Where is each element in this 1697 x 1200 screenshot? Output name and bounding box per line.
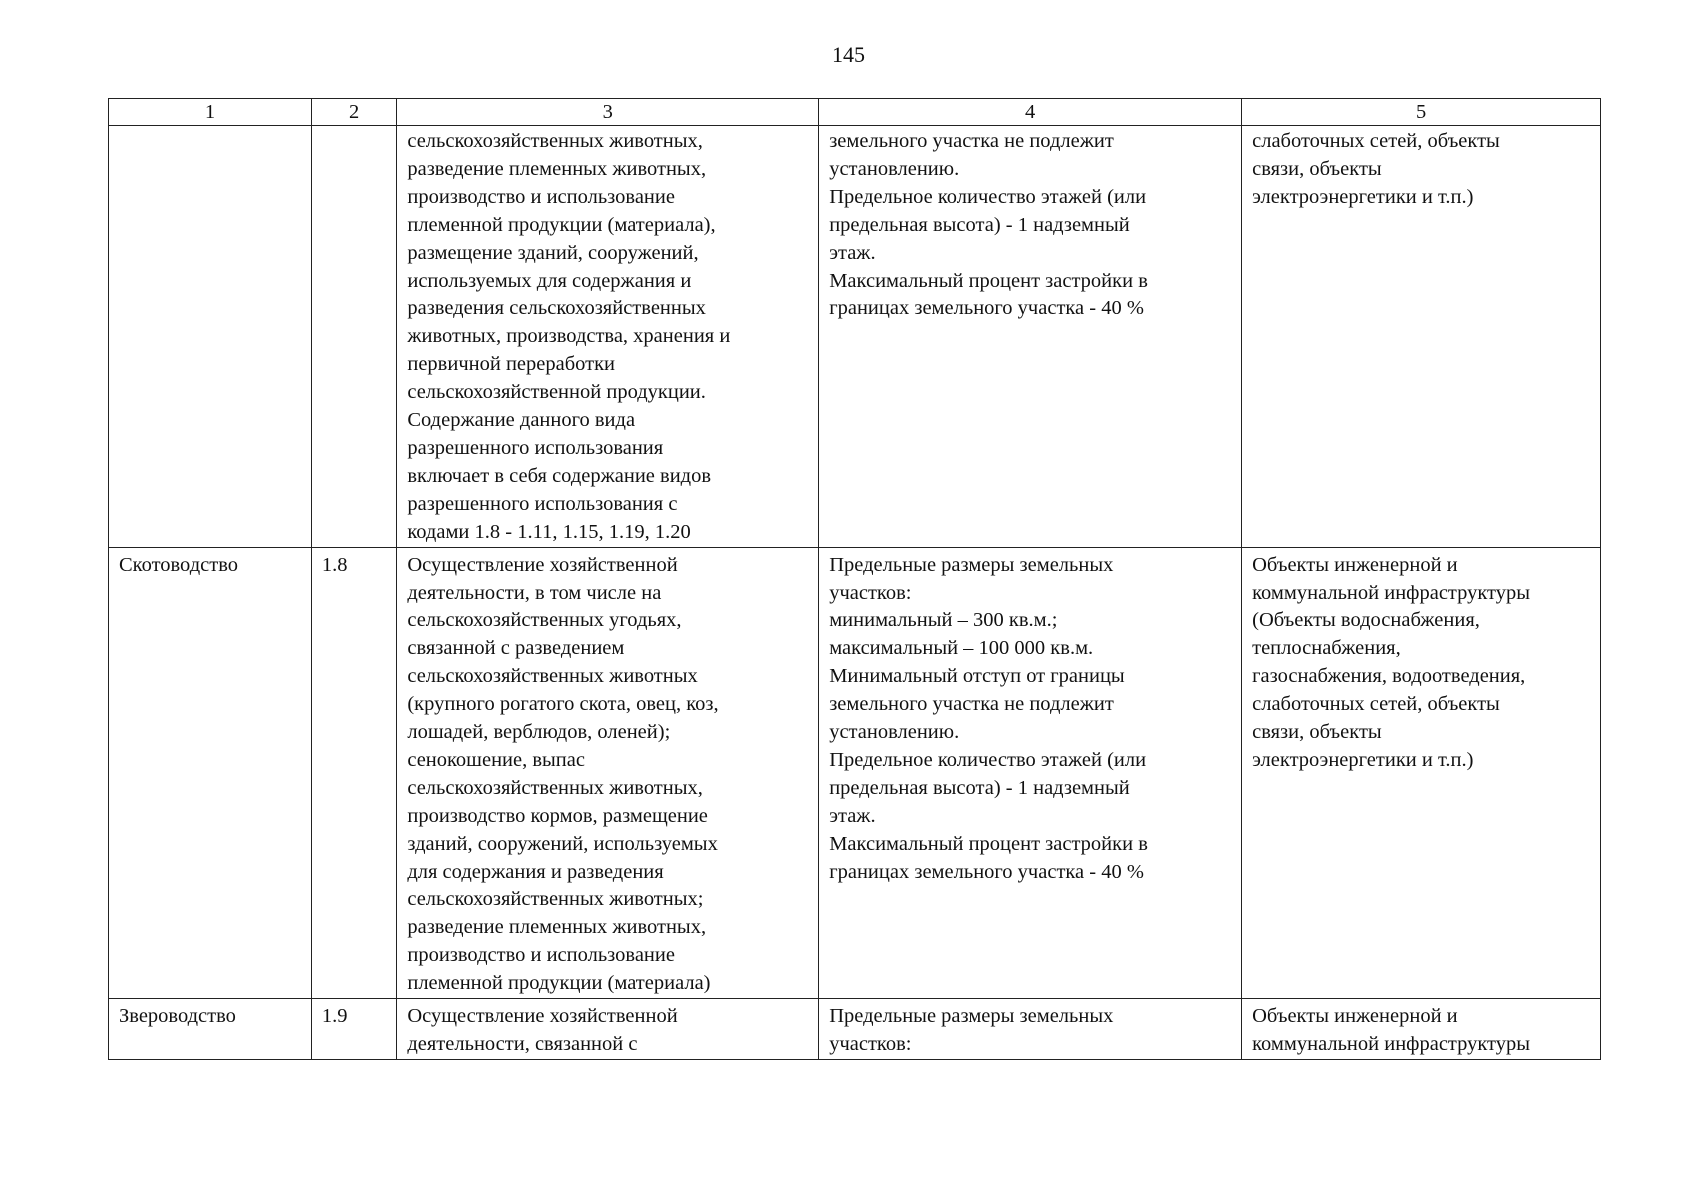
land-use-name (119, 126, 301, 128)
table-row (109, 126, 1601, 548)
description-cell (397, 999, 819, 1060)
objects-cell (1242, 547, 1601, 999)
land-use-name-cell (109, 547, 312, 999)
land-use-code-cell (311, 126, 396, 548)
description-cell (397, 126, 819, 548)
objects-cell (1242, 999, 1601, 1060)
land-parameters: Предельные размеры земельных участков: (829, 1005, 1114, 1055)
parameters-cell (819, 999, 1242, 1060)
land-parameters: земельного участка не подлежит установлению. Предельное количество этажей (или предельная высота) - 1 надземный этаж. Максимальный процент застройки в границах земельного участка - 40 % (829, 130, 1148, 320)
parameters-cell (819, 547, 1242, 999)
land-use-code (322, 126, 386, 128)
table-header-row (109, 99, 1601, 126)
infrastructure-objects: слаботочных сетей, объекты связи, объекты электроэнергетики и т.п.) (1252, 130, 1500, 208)
land-use-code-cell (311, 547, 396, 999)
land-use-code: 1.8 (321, 553, 348, 576)
land-use-name: Скотоводство (119, 553, 238, 576)
parameters-cell (819, 126, 1242, 548)
land-use-code: 1.9 (321, 1005, 348, 1028)
land-use-description: сельскохозяйственных животных, разведение племенных животных, производство и использование племенной продукции (материала), размещение зданий, сооружений, используемых для содержания и разведения сельскохозяйственных животных, производства, хранения и первичной переработки сельскохозяйственной продукции. Содержание данного вида разрешенного использования включает в себя содержание видов разрешенного использования с кодами 1.8 - 1.11, 1.15, 1.19, 1.20 (407, 130, 731, 543)
land-use-table (108, 98, 1601, 1060)
page-number: 145 (832, 42, 865, 67)
description-cell (397, 547, 819, 999)
land-use-description: Осуществление хозяйственной деятельности, в том числе на сельскохозяйственных угодьях, связанной с разведением сельскохозяйственных животных (крупного рогатого скота, овец, коз, лошадей, верблюдов, оленей); сенокошение, выпас сельскохозяйственных животных, производство кормов, размещение зданий, сооружений, используемых для содержания и разведения сельскохозяйственных животных; разведение племенных животных, производство и использование племенной продукции (материала) (407, 553, 719, 995)
land-use-name-cell (109, 126, 312, 548)
column-header-2: 2 (311, 99, 396, 126)
table-row (109, 547, 1601, 999)
column-header-4: 4 (819, 99, 1242, 126)
column-header-1: 1 (109, 99, 312, 126)
column-header-5: 5 (1242, 99, 1601, 126)
land-parameters: Предельные размеры земельных участков: минимальный – 300 кв.м.; максимальный – 100 000 кв.м. Минимальный отступ от границы земельного участка не подлежит установлению. Предельное количество этажей (или предельная высота) - 1 надземный этаж. Максимальный процент застройки в границах земельного участка - 40 % (829, 553, 1148, 883)
land-use-code-cell (311, 999, 396, 1060)
table-row (109, 999, 1601, 1060)
land-use-description: Осуществление хозяйственной деятельности, связанной с (407, 1005, 678, 1055)
infrastructure-objects: Объекты инженерной и коммунальной инфраструктуры (Объекты водоснабжения, теплоснабжения, газоснабжения, водоотведения, слаботочных сетей, объекты связи, объекты электроэнергетики и т.п.) (1252, 553, 1531, 771)
land-use-name-cell (109, 999, 312, 1060)
land-use-name: Звероводство (119, 1005, 236, 1028)
objects-cell (1242, 126, 1601, 548)
infrastructure-objects: Объекты инженерной и коммунальной инфраструктуры (1252, 1005, 1531, 1055)
column-header-3: 3 (397, 99, 819, 126)
